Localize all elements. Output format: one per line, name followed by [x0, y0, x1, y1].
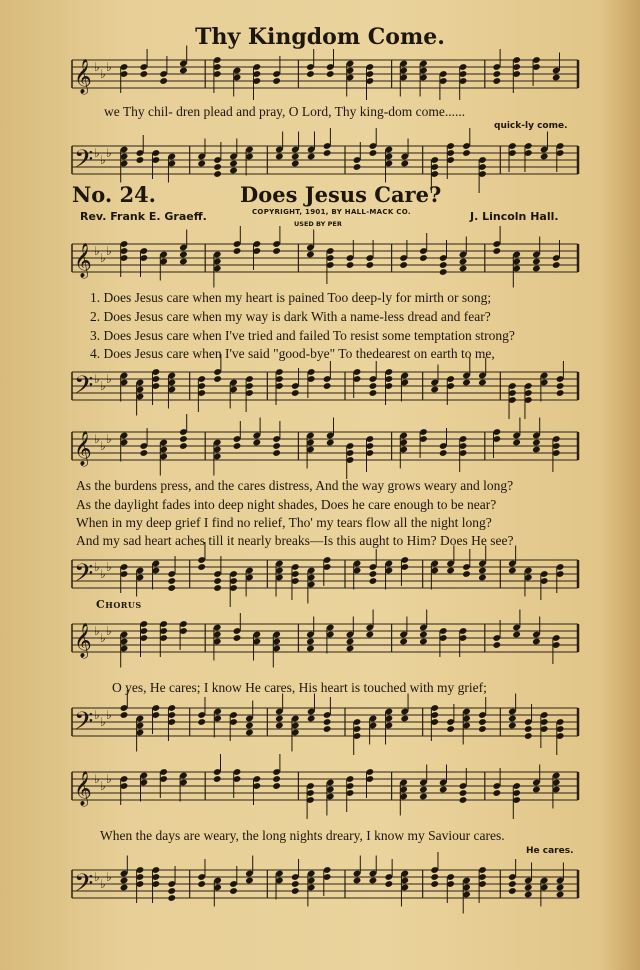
verse-3-line-b: When in my deep grief I find no relief, Tho' my tears flow all the night long? — [76, 515, 492, 530]
svg-text:𝄢: 𝄢 — [74, 371, 94, 406]
verse-4-line-b: And my sad heart aches till it nearly breaks—Is this aught to Him? Does He see? — [76, 533, 514, 548]
staff-system-2-treble — [0, 234, 640, 286]
staff-system-5-bass — [0, 860, 640, 914]
svg-text:♭: ♭ — [94, 244, 100, 258]
svg-text:♭: ♭ — [106, 432, 112, 446]
chorus-label: Chorus — [96, 598, 142, 611]
verse-1-line-a: 1. Does Jesus care when my heart is pained Too deep-ly for mirth or song; — [90, 290, 492, 305]
svg-text:♭: ♭ — [100, 153, 106, 167]
svg-text:𝄢: 𝄢 — [74, 145, 94, 180]
svg-text:𝄞: 𝄞 — [74, 623, 92, 658]
svg-text:𝄢: 𝄢 — [74, 707, 94, 742]
top-lyric-line: we Thy chil- dren plead and pray, O Lord, Thy king-dom come...... — [104, 104, 466, 119]
staff-system-3-bass — [0, 550, 640, 600]
staff-system-5-treble — [0, 762, 640, 818]
svg-text:♭: ♭ — [106, 708, 112, 722]
svg-text:♭: ♭ — [100, 779, 106, 793]
svg-text:𝄞: 𝄞 — [74, 771, 92, 806]
svg-text:♭: ♭ — [94, 772, 100, 786]
author-credit: Rev. Frank E. Graeff. — [80, 210, 207, 223]
verse-3-line-a: 3. Does Jesus care when I've tried and failed To resist some temptation strong? — [90, 328, 515, 343]
top-hymn-title: Thy Kingdom Come. — [195, 24, 445, 50]
staff-system-4-bass — [0, 698, 640, 748]
svg-text:𝄞: 𝄞 — [74, 243, 92, 278]
svg-text:♭: ♭ — [94, 372, 100, 386]
staff-system-4-treble — [0, 614, 640, 670]
verse-1-line-b: As the burdens press, and the cares distress, And the way grows weary and long? — [76, 478, 514, 493]
staff-system-1-bass — [0, 136, 640, 180]
staff-system-3-treble — [0, 422, 640, 474]
svg-text:♭: ♭ — [106, 560, 112, 574]
svg-text:♭: ♭ — [106, 624, 112, 638]
svg-text:♭: ♭ — [106, 772, 112, 786]
copyright-notice: COPYRIGHT, 1901, BY HALL-MACK CO. — [252, 208, 411, 216]
svg-text:♭: ♭ — [100, 631, 106, 645]
svg-text:𝄢: 𝄢 — [74, 869, 94, 904]
svg-text:♭: ♭ — [94, 624, 100, 638]
svg-text:♭: ♭ — [100, 715, 106, 729]
verse-2-line-b: As the daylight fades into deep night shades, Does he care enough to be near? — [76, 497, 497, 512]
svg-text:♭: ♭ — [94, 708, 100, 722]
composer-credit: J. Lincoln Hall. — [470, 210, 559, 223]
svg-text:♭: ♭ — [100, 251, 106, 265]
svg-text:♭: ♭ — [100, 877, 106, 891]
svg-text:♭: ♭ — [94, 870, 100, 884]
svg-text:♭: ♭ — [100, 379, 106, 393]
staff-system-2-bass — [0, 362, 640, 414]
svg-text:♭: ♭ — [106, 244, 112, 258]
copyright-permission: USED BY PER — [294, 220, 342, 228]
svg-text:♭: ♭ — [100, 67, 106, 81]
chorus-line-2: When the days are weary, the long nights dreary, I know my Saviour cares. — [100, 828, 505, 843]
svg-text:♭: ♭ — [100, 567, 106, 581]
svg-text:♭: ♭ — [106, 146, 112, 160]
verse-4-line-a: 4. Does Jesus care when I've said "good-bye" To thedearest on earth to me, — [90, 346, 495, 361]
chorus-line-1: O yes, He cares; I know He cares, His heart is touched with my grief; — [112, 680, 487, 695]
svg-text:♭: ♭ — [94, 432, 100, 446]
staff-system-1-treble — [0, 50, 640, 100]
svg-text:♭: ♭ — [106, 870, 112, 884]
svg-text:♭: ♭ — [106, 60, 112, 74]
svg-text:♭: ♭ — [106, 372, 112, 386]
hymn-number: No. 24. — [72, 182, 156, 207]
svg-text:𝄞: 𝄞 — [74, 59, 92, 94]
svg-text:♭: ♭ — [100, 439, 106, 453]
svg-text:♭: ♭ — [94, 560, 100, 574]
svg-text:♭: ♭ — [94, 146, 100, 160]
hymn-title: Does Jesus Care? — [240, 182, 442, 207]
svg-text:𝄞: 𝄞 — [74, 431, 92, 466]
svg-text:𝄢: 𝄢 — [74, 559, 94, 594]
chorus-annotation: He cares. — [526, 846, 574, 856]
svg-text:♭: ♭ — [94, 60, 100, 74]
verse-2-line-a: 2. Does Jesus care when my way is dark With a name-less dread and fear? — [90, 309, 491, 324]
top-annotation: quick-ly come. — [494, 121, 568, 131]
